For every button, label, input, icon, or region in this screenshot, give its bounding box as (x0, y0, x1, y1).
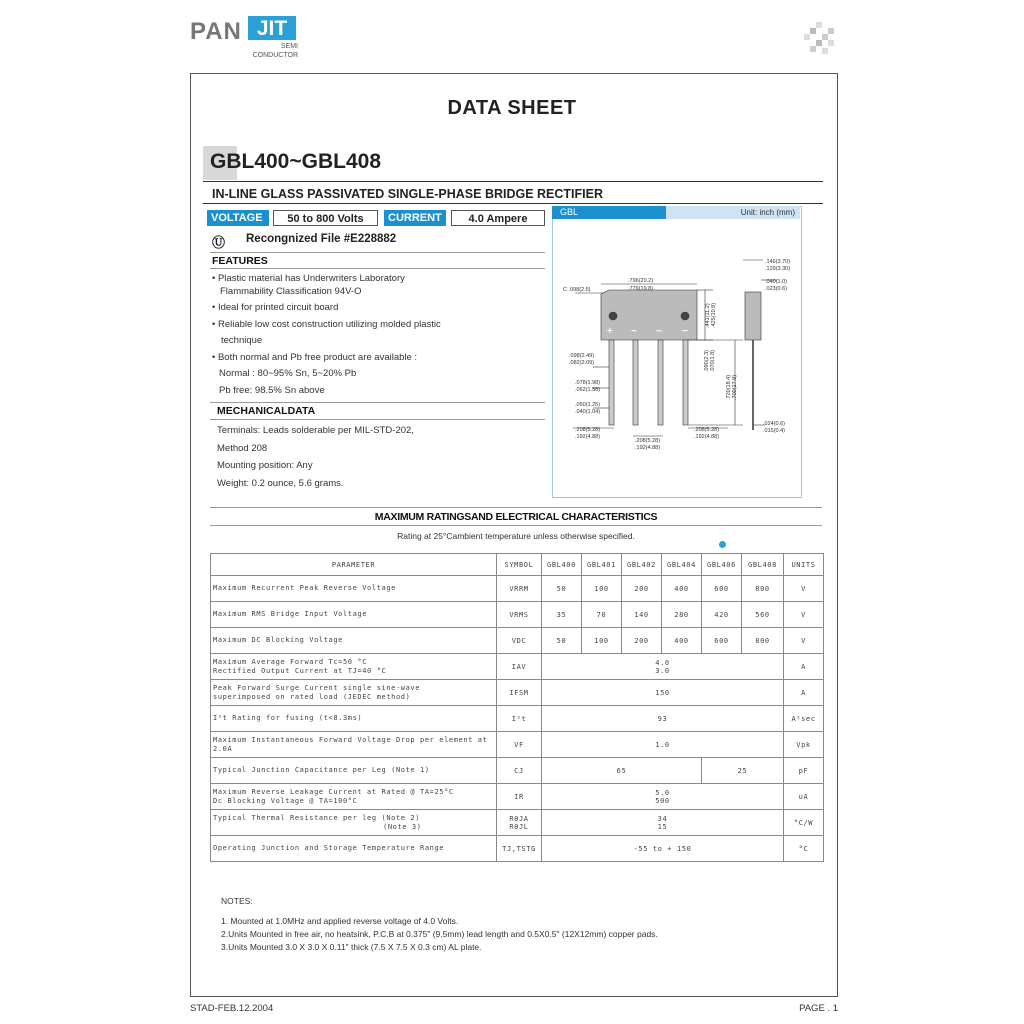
table-row (211, 836, 824, 862)
mount-hole (609, 312, 617, 320)
divider (210, 507, 822, 508)
part-number: GBL400~GBL408 (210, 150, 381, 173)
dim-label: .441(11.2) (705, 303, 711, 328)
value-cell: 140 (622, 602, 662, 628)
divider (210, 402, 545, 403)
table-row (211, 706, 824, 732)
mechanical-list (217, 422, 414, 492)
column-header: GBL404 (662, 554, 702, 576)
list-item: Flammability Classification 94V-O (220, 285, 362, 297)
value-cell: 280 (662, 602, 702, 628)
dim-label: .796(20.2) (628, 278, 654, 284)
list-item: • Both normal and Pb free product are available : (212, 351, 418, 363)
dim-label: C .098(2.5) (563, 287, 591, 293)
value-cell: 70 (582, 602, 622, 628)
dim-label: .192(4.88) (635, 445, 661, 451)
ratings-note: Rating at 25°Cambient temperature unless otherwise specified. (397, 531, 635, 541)
notes-heading: NOTES: (221, 896, 253, 906)
dim-label: .062(1.58) (575, 387, 601, 393)
lead (683, 340, 688, 425)
unit-cell: A (784, 654, 824, 680)
dim-label: .208(5.28) (575, 427, 601, 433)
value-cell: 150 (542, 680, 784, 706)
divider (210, 419, 545, 420)
brand-subtitle: SEMI CONDUCTOR (252, 43, 298, 59)
unit-cell: Vpk (784, 732, 824, 758)
list-item: Normal : 80~95% Sn, 5~20% Pb (219, 368, 357, 379)
symbol-cell: TJ,TSTG (497, 836, 542, 862)
param-cell: Typical Thermal Resistance per leg (Note 2) (Note 3) (211, 810, 497, 836)
dim-label: .023(0.6) (765, 286, 788, 292)
current-label: CURRENT (384, 210, 446, 226)
lead (609, 340, 614, 425)
symbol-cell: VRMS (497, 602, 542, 628)
table-row (211, 602, 824, 628)
value-cell: 400 (662, 576, 702, 602)
brand-jit: JIT (248, 16, 296, 40)
value-cell: 1.0 (542, 732, 784, 758)
voltage-label: VOLTAGE (207, 210, 269, 226)
value-cell: 100 (582, 576, 622, 602)
value-cell: 420 (702, 602, 742, 628)
lead (633, 340, 638, 425)
param-cell: Maximum RMS Bridge Input Voltage (211, 602, 497, 628)
unit-cell: °C/W (784, 810, 824, 836)
current-value: 4.0 Ampere (451, 210, 545, 226)
unit-cell: pF (784, 758, 824, 784)
dim-label: .192(4.88) (694, 434, 720, 440)
list-item: Method 208 (217, 442, 268, 454)
list-item: • Ideal for printed circuit board (212, 302, 339, 313)
value-cell: 600 (702, 628, 742, 654)
value-cell: 93 (542, 706, 784, 732)
table-row (211, 576, 824, 602)
note-item: 3.Units Mounted 3.0 X 3.0 X 0.11" thick (7.5 X 7.5 X 0.3 cm) AL plate. (221, 942, 482, 952)
dim-label: .146(3.70) (765, 259, 791, 265)
list-item: Mounting position: Any (217, 460, 313, 471)
unit-cell: V (784, 576, 824, 602)
value-cell: 800 (742, 576, 784, 602)
pin-mark: ~ (631, 326, 637, 337)
value-cell: 50 (542, 628, 582, 654)
param-cell: Typical Junction Capacitance per Leg (Note 1) (211, 758, 497, 784)
list-item: Weight: 0.2 ounce, 5.6 grams. (217, 477, 344, 489)
lead (658, 340, 663, 425)
unit-cell: A (784, 680, 824, 706)
list-item: technique (221, 335, 263, 346)
column-header: PARAMETER (211, 554, 497, 576)
column-header: GBL400 (542, 554, 582, 576)
footer-page: PAGE . 1 (799, 1003, 838, 1014)
param-cell: Maximum Recurrent Peak Reverse Voltage (211, 576, 497, 602)
symbol-cell: IFSM (497, 680, 542, 706)
value-cell: 35 (542, 602, 582, 628)
ul-mark-icon: Ⓤ (212, 235, 226, 250)
features-heading: FEATURES (212, 255, 268, 267)
dim-label: .040(1.04) (575, 409, 601, 415)
table-row (211, 628, 824, 654)
unit-cell: °C (784, 836, 824, 862)
column-header: GBL406 (702, 554, 742, 576)
param-cell: Maximum Average Forward Tc=50 °C Rectified Output Current at TJ=40 °C (211, 654, 497, 680)
unit-cell: V (784, 602, 824, 628)
value-cell: 400 (662, 628, 702, 654)
param-cell: Operating Junction and Storage Temperature Range (211, 836, 497, 862)
value-cell: 200 (622, 576, 662, 602)
param-cell: Maximum Instantaneous Forward Voltage Drop per element at 2.0A (211, 732, 497, 758)
dim-label: .090(2.3) (704, 349, 710, 372)
features-list (212, 271, 441, 399)
dim-label: .208(5.28) (635, 438, 661, 444)
dim-label: .040(1.0) (765, 279, 788, 285)
dim-label: .070(1.8) (710, 349, 716, 372)
ratings-heading: MAXIMUM RATINGSAND ELECTRICAL CHARACTERISTICS (374, 511, 658, 523)
dim-label: .192(4.88) (575, 434, 601, 440)
value-cell: 560 (742, 602, 784, 628)
value-cell: 800 (742, 628, 784, 654)
list-item: Pb free: 98.5% Sn above (219, 384, 325, 396)
table-row (211, 680, 824, 706)
ul-recognized-file: Recongnized File #E228882 (246, 233, 397, 245)
dim-label: .720(18.4) (726, 374, 732, 400)
decorative-checker-icon (804, 22, 838, 56)
param-cell: Maximum DC Blocking Voltage (211, 628, 497, 654)
product-subtitle: IN-LINE GLASS PASSIVATED SINGLE-PHASE BRIDGE RECTIFIER (212, 187, 604, 201)
value-cell: 65 (542, 758, 702, 784)
unit-cell: V (784, 628, 824, 654)
divider (210, 252, 545, 253)
mechanical-heading: MECHANICALDATA (217, 405, 316, 417)
symbol-cell: I²t (497, 706, 542, 732)
table-row (211, 732, 824, 758)
column-header: SYMBOL (497, 554, 542, 576)
dim-label: .024(0.6) (763, 421, 786, 427)
dim-label: .015(0.4) (763, 428, 786, 434)
footer-date: STAD-FEB.12.2004 (190, 1003, 274, 1014)
unit-cell: uA (784, 784, 824, 810)
marker-dot (719, 541, 726, 548)
divider (210, 268, 545, 269)
param-cell: Maximum Reverse Leakage Current at Rated @ TA=25°C Dc Blocking Voltage @ TA=100°C (211, 784, 497, 810)
brand-pan: PAN (190, 18, 242, 45)
package-side-view (745, 292, 761, 340)
column-header: UNITS (784, 554, 824, 576)
value-cell: 34 15 (542, 810, 784, 836)
param-cell: Peak Forward Surge Current single sine-wave superimposed on rated load (JEDEC method) (211, 680, 497, 706)
column-header: GBL401 (582, 554, 622, 576)
value-cell: 200 (622, 628, 662, 654)
column-header: GBL402 (622, 554, 662, 576)
dim-label: .050(1.25) (575, 402, 601, 408)
note-item: 2.Units Mounted in free air, no heatsink, P.C.B at 0.375" (9.5mm) lead length and 0.5X0.5" (12X12mm) copper pads. (221, 929, 658, 939)
dim-label: .779(19.8) (628, 286, 654, 292)
table-row (211, 654, 824, 680)
package-unit: Unit: inch (mm) (666, 206, 800, 219)
package-name: GBL (552, 206, 666, 219)
dim-label: .129(3.30) (765, 266, 791, 272)
list-item: • Plastic material has Underwriters Laboratory (212, 273, 405, 284)
value-cell: 25 (702, 758, 784, 784)
value-cell: 600 (702, 576, 742, 602)
list-item: Terminals: Leads solderable per MIL-STD-202, (217, 425, 414, 436)
table-header-row (211, 554, 824, 576)
table-row (211, 810, 824, 836)
note-item: 1. Mounted at 1.0MHz and applied reverse voltage of 4.0 Volts. (221, 916, 459, 926)
dim-label: .082(2.09) (569, 360, 595, 366)
pin-mark: + (607, 326, 613, 337)
ratings-table (210, 553, 824, 862)
unit-cell: A²sec (784, 706, 824, 732)
divider (210, 525, 822, 526)
value-cell: -55 to + 150 (542, 836, 784, 862)
symbol-cell: IAV (497, 654, 542, 680)
value-cell: 50 (542, 576, 582, 602)
symbol-cell: VRRM (497, 576, 542, 602)
divider (203, 181, 823, 182)
value-cell: 4.0 3.0 (542, 654, 784, 680)
symbol-cell: RθJA RθJL (497, 810, 542, 836)
dim-label: .098(2.49) (569, 353, 595, 359)
symbol-cell: CJ (497, 758, 542, 784)
divider (203, 203, 823, 204)
dim-label: .700(17.8) (732, 374, 738, 400)
symbol-cell: VDC (497, 628, 542, 654)
pin-mark: − (682, 326, 688, 337)
package-outline-diagram (553, 220, 799, 495)
table-row (211, 758, 824, 784)
mount-hole (681, 312, 689, 320)
symbol-cell: VF (497, 732, 542, 758)
symbol-cell: IR (497, 784, 542, 810)
pin-mark: ~ (656, 326, 662, 337)
value-cell: 100 (582, 628, 622, 654)
dim-label: .425(10.8) (711, 302, 717, 328)
page-title: DATA SHEET (447, 97, 577, 119)
param-cell: I²t Rating for fusing (t<8.3ms) (211, 706, 497, 732)
list-item: • Reliable low cost construction utilizing molded plastic (212, 318, 441, 330)
table-row (211, 784, 824, 810)
dim-label: .208(5.28) (694, 427, 720, 433)
voltage-value: 50 to 800 Volts (273, 210, 378, 226)
value-cell: 5.0 500 (542, 784, 784, 810)
column-header: GBL408 (742, 554, 784, 576)
dim-label: .078(1.98) (575, 380, 601, 386)
